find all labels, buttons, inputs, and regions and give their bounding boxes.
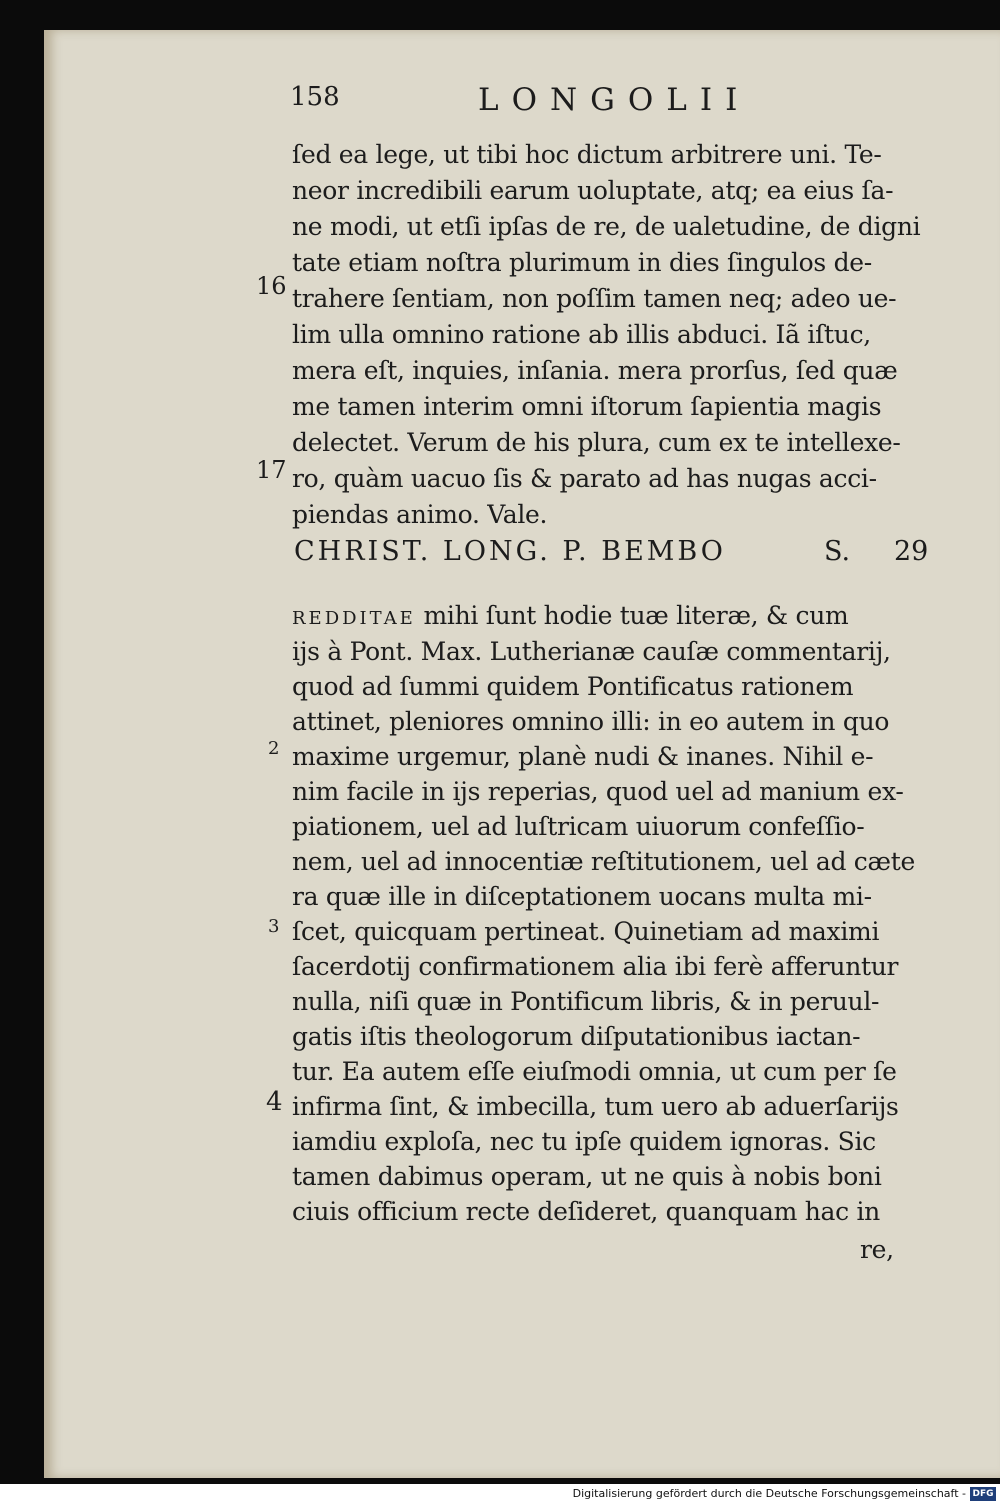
text-line: iamdiu exploſa, nec tu ipſe quidem ignoras. Sic bbox=[292, 1127, 876, 1156]
text-line: ſacerdotij confirmationem alia ibi ferè afferuntur bbox=[292, 952, 899, 981]
letter-salutation: S. bbox=[824, 536, 851, 567]
text-line: mera eſt, inquies, inſania. mera prorſus, ſed quæ bbox=[292, 356, 898, 385]
footer-bar bbox=[0, 1484, 1000, 1505]
page-header bbox=[0, 82, 1000, 122]
text-line: infirma ſint, & imbecilla, tum uero ab aduerſarijs bbox=[292, 1092, 899, 1121]
text-line: gatis iſtis theologorum diſputationibus iactan- bbox=[292, 1022, 861, 1051]
dfg-logo-icon: DFG bbox=[970, 1487, 996, 1501]
margin-number: 3 bbox=[268, 916, 280, 937]
catchword: re, bbox=[860, 1235, 894, 1264]
text-line: piendas animo. Vale. bbox=[292, 500, 548, 529]
text-line: lim ulla omnino ratione ab illis abduci. Iã iſtuc, bbox=[292, 320, 871, 349]
margin-number: 17 bbox=[256, 456, 287, 484]
incipit: REDDITAE bbox=[292, 608, 416, 629]
text-line: iјs à Pont. Max. Lutherianæ cauſæ commentarij, bbox=[292, 637, 891, 666]
text-line-rest: mihi ſunt hodie tuæ literæ, & cum bbox=[415, 601, 849, 630]
text-line: neor incredibili earum uoluptate, atq; ea eius ſa- bbox=[292, 176, 894, 205]
text-line: ne modi, ut etſi ipſas de re, de ualetudine, de digni bbox=[292, 212, 921, 241]
running-title: LONGOLII bbox=[478, 82, 751, 118]
text-line: nim facile in iјs reperias, quod uel ad manium ex- bbox=[292, 777, 904, 806]
footer-credit: Digitalisierung gefördert durch die Deutsche Forschungsgemeinschaft - bbox=[572, 1487, 966, 1500]
text-line: ra quæ ille in diſceptationem uocans multa mi- bbox=[292, 882, 872, 911]
text-line: maxime urgemur, planè nudi & inanes. Nihil e- bbox=[292, 742, 874, 771]
text-line: nem, uel ad innocentiæ reſtitutionem, uel ad cæte bbox=[292, 847, 915, 876]
text-line: ro, quàm uacuo ſis & parato ad has nugas acci- bbox=[292, 464, 877, 493]
text-line: ciuis officium recte deſideret, quanquam hac in bbox=[292, 1197, 880, 1226]
text-line: ſcet, quicquam pertineat. Quinetiam ad maximi bbox=[292, 917, 880, 946]
text-line: attinet, pleniores omnino illi: in eo autem in quo bbox=[292, 707, 890, 736]
text-line: me tamen interim omni iſtorum ſapientia magis bbox=[292, 392, 882, 421]
letter-number: 29 bbox=[894, 536, 929, 567]
text-line: tamen dabimus operam, ut ne quis à nobis boni bbox=[292, 1162, 882, 1191]
page-number: 158 bbox=[290, 82, 340, 112]
margin-number: 2 bbox=[268, 738, 280, 759]
margin-number: 16 bbox=[256, 272, 287, 300]
text-line: quod ad ſummi quidem Pontificatus rationem bbox=[292, 672, 854, 701]
text-line: tate etiam noſtra plurimum in dies ſingulos de- bbox=[292, 248, 872, 277]
letter-heading-text: CHRIST. LONG. P. BEMBO bbox=[294, 536, 726, 567]
text-line: trahere ſentiam, non poſſim tamen neq; adeo ue- bbox=[292, 284, 897, 313]
text-line: delectet. Verum de his plura, cum ex te intellexe- bbox=[292, 428, 901, 457]
letter-heading bbox=[294, 536, 944, 567]
text-line: ſed ea lege, ut tibi hoc dictum arbitrere uni. Te- bbox=[292, 140, 882, 169]
text-line: tur. Ea autem eſſe eiuſmodi omnia, ut cum per ſe bbox=[292, 1057, 897, 1086]
text-line: nulla, niſi quæ in Pontificum libris, & in peruul- bbox=[292, 987, 880, 1016]
text-line bbox=[292, 598, 942, 634]
text-line: piationem, uel ad luſtricam uiuorum confeſſio- bbox=[292, 812, 865, 841]
margin-number: 4 bbox=[266, 1087, 283, 1117]
